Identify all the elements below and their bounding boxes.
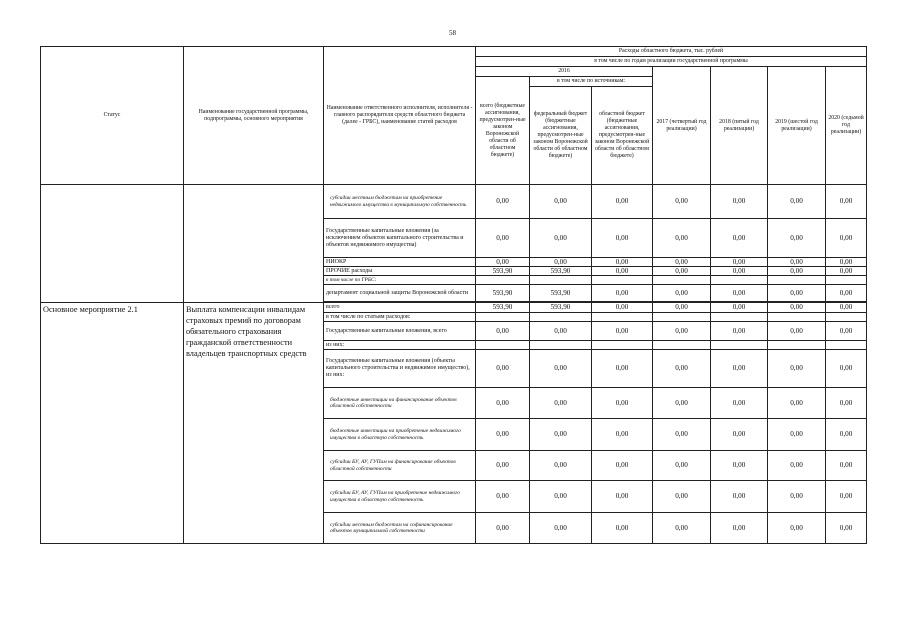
cell-value: 0,00 [711,285,768,302]
cell-value: 0,00 [476,419,530,451]
cell-value: 0,00 [768,267,826,276]
row-label: в том числе по статьям расходов: [324,313,476,322]
row-label: НИОКР [324,258,476,267]
cell-value: 0,00 [476,388,530,419]
cell-value: 0,00 [826,185,867,219]
cell-empty [592,276,653,285]
row-label: из них: [324,341,476,350]
cell-empty [711,313,768,322]
cell-value: 0,00 [826,350,867,388]
row-label: субсидии местным бюджетам на приобретение недвижимого имущества в муниципальную собственность [324,185,476,219]
cell-value: 0,00 [826,285,867,302]
cell-value: 0,00 [768,388,826,419]
cell-value: 0,00 [653,267,711,276]
header-2018: 2018 (пятый год реализации) [711,67,768,185]
cell-empty [653,341,711,350]
cell-empty [826,276,867,285]
cell-value: 0,00 [711,219,768,258]
cell-value: 0,00 [592,303,653,313]
measure-name: Выплата компенсации инвалидам страховых премий по договорам обязательного страхования гражданской ответственности владельцев транспортных средств [184,303,324,544]
cell-value: 0,00 [768,185,826,219]
cell-value: 0,00 [653,513,711,544]
cell-value: 593,90 [476,285,530,302]
cell-value: 0,00 [826,481,867,513]
cell-value: 0,00 [711,258,768,267]
cell-value: 0,00 [768,285,826,302]
cell-empty [530,341,592,350]
cell-empty [711,276,768,285]
cell-value: 0,00 [592,388,653,419]
cell-value: 0,00 [530,350,592,388]
cell-value: 0,00 [476,451,530,481]
page-number: 58 [449,29,456,37]
cell-empty [653,276,711,285]
row-label: Государственные капитальные вложения (за исключением объектов капитального строительства и объектов недвижимого имущества) [324,219,476,258]
header-by-sources: в том числе по источникам: [530,77,653,87]
cell-empty [530,313,592,322]
cell-empty [592,313,653,322]
cell-value: 0,00 [768,219,826,258]
header-total: всего (бюджетные ассигнования, предусмотрен-ные законом Воронежской области об областном бюджете) [476,77,530,185]
cell-value: 0,00 [826,303,867,313]
cell-value: 0,00 [592,267,653,276]
cell-value: 0,00 [476,322,530,341]
cell-value: 0,00 [592,219,653,258]
cell-value: 0,00 [768,258,826,267]
cell-value: 0,00 [653,219,711,258]
cell-value: 0,00 [530,451,592,481]
header-2020: 2020 (седьмой год реализации) [826,67,867,185]
cell-empty [768,313,826,322]
header-federal: федеральный бюджет (бюджетные ассигнования, предусмотрен-ные законом Воронежской области об областном бюджете) [530,87,592,185]
cell-empty [592,341,653,350]
header-by-years: в том числе по годам реализации государственной программы [476,57,867,67]
cell-value: 593,90 [530,267,592,276]
cell-value: 0,00 [711,303,768,313]
cell-value: 0,00 [768,322,826,341]
cell-value: 0,00 [826,419,867,451]
header-executor: Наименование ответственного исполнителя, исполнителя - главного распорядителя средств областного бюджета (далее - ГРБС), наименование статей расходов [324,47,476,185]
cell-value: 0,00 [530,388,592,419]
cell-value: 0,00 [592,451,653,481]
cell-value: 0,00 [592,258,653,267]
row-label: Государственные капитальные вложения, всего [324,322,476,341]
cell-value: 0,00 [530,419,592,451]
cell-value: 0,00 [653,451,711,481]
cell-empty [653,313,711,322]
cell-value: 0,00 [711,451,768,481]
cell-value: 0,00 [653,388,711,419]
cell-empty [476,341,530,350]
header-regional: областной бюджет (бюджетные ассигнования, предусмотрен-ные законом Воронежской области об областном бюджете) [592,87,653,185]
cell-value: 0,00 [826,388,867,419]
header-expenses: Расходы областного бюджета, тыс. рублей [476,47,867,57]
cell-value: 0,00 [768,451,826,481]
cell-value: 0,00 [653,285,711,302]
cell-value: 0,00 [592,285,653,302]
cell-value: 0,00 [592,350,653,388]
cell-value: 593,90 [476,303,530,313]
cell-value: 0,00 [476,219,530,258]
cell-value: 0,00 [768,350,826,388]
row-label: Государственные капитальные вложения (объекты капитального строительства и недвижимое имущество), из них: [324,350,476,388]
cell-empty [530,276,592,285]
cell-value: 0,00 [711,350,768,388]
cell-value: 0,00 [653,322,711,341]
cell-value: 0,00 [826,322,867,341]
cell-value: 0,00 [592,513,653,544]
cell-value: 0,00 [476,350,530,388]
status-cell-empty [41,185,184,303]
cell-value: 0,00 [530,322,592,341]
cell-value: 0,00 [476,513,530,544]
cell-value: 0,00 [530,219,592,258]
table-row [41,185,867,219]
cell-empty [476,313,530,322]
cell-value: 593,90 [530,285,592,302]
cell-value: 0,00 [530,185,592,219]
cell-value: 0,00 [476,258,530,267]
cell-empty [768,276,826,285]
cell-value: 0,00 [711,388,768,419]
program-cell-empty [184,185,324,303]
cell-value: 0,00 [530,258,592,267]
cell-value: 0,00 [592,185,653,219]
cell-value: 0,00 [476,481,530,513]
row-label: бюджетные инвестиции на приобретение недвижимого имущества в областную собственность [324,419,476,451]
row-label: департамент социальной защиты Воронежской области [324,285,476,302]
cell-value: 0,00 [530,481,592,513]
cell-value: 0,00 [711,481,768,513]
row-label: субсидии БУ, АУ, ГУПам на приобретение недвижимого имущества в областную собственность [324,481,476,513]
cell-value: 0,00 [711,513,768,544]
header-status: Статус [41,47,184,185]
cell-value: 0,00 [826,219,867,258]
cell-empty [711,341,768,350]
cell-value: 0,00 [768,303,826,313]
table-row [41,303,867,313]
budget-table [40,46,867,544]
header-year-2016: 2016 [476,67,653,77]
cell-value: 0,00 [768,481,826,513]
cell-value: 0,00 [592,419,653,451]
cell-empty [476,276,530,285]
cell-value: 0,00 [826,513,867,544]
measure-status: Основное мероприятие 2.1 [41,303,184,544]
cell-value: 0,00 [826,451,867,481]
cell-value: 0,00 [653,258,711,267]
row-label: всего [324,303,476,313]
cell-empty [768,341,826,350]
row-label: субсидии БУ, АУ, ГУПам на финансирование объектов областной собственности [324,451,476,481]
cell-empty [826,313,867,322]
row-label: ПРОЧИЕ расходы [324,267,476,276]
cell-value: 0,00 [768,513,826,544]
cell-value: 0,00 [653,481,711,513]
row-label: в том числе по ГРБС: [324,276,476,285]
cell-value: 0,00 [711,267,768,276]
cell-value: 0,00 [530,513,592,544]
cell-value: 0,00 [826,258,867,267]
header-program: Наименование государственной программы, подпрограммы, основного мероприятия [184,47,324,185]
cell-empty [826,341,867,350]
cell-value: 0,00 [653,303,711,313]
row-label: бюджетные инвестиции на финансирование объектов областной собственности [324,388,476,419]
cell-value: 0,00 [826,267,867,276]
cell-value: 0,00 [711,185,768,219]
row-label: субсидии местным бюджетам на софинансирование объектов муниципальной собственности [324,513,476,544]
cell-value: 0,00 [711,419,768,451]
header-2017: 2017 (четвертый год реализации) [653,67,711,185]
cell-value: 0,00 [653,185,711,219]
cell-value: 593,90 [476,267,530,276]
cell-value: 0,00 [592,322,653,341]
cell-value: 0,00 [653,419,711,451]
cell-value: 0,00 [476,185,530,219]
header-2019: 2019 (шестой год реализации) [768,67,826,185]
cell-value: 0,00 [711,322,768,341]
cell-value: 0,00 [653,350,711,388]
cell-value: 593,90 [530,303,592,313]
cell-value: 0,00 [768,419,826,451]
cell-value: 0,00 [592,481,653,513]
